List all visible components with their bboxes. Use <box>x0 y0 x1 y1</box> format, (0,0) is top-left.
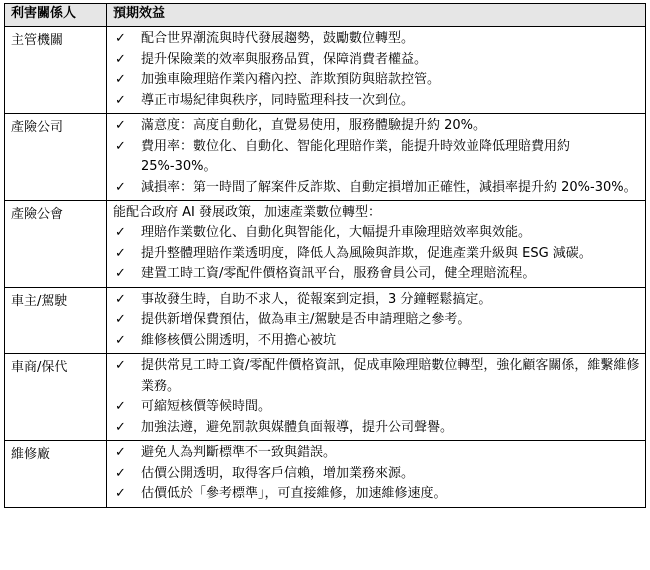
checkmark-icon: ✓ <box>115 419 126 435</box>
benefit-cell <box>107 27 646 114</box>
stakeholder-cell: 主管機關 <box>5 27 107 114</box>
benefit-text: 費用率：數位化、自動化、智能化理賠作業，能提升時效並降低理賠費用約 25%-30%。 <box>141 138 571 174</box>
benefit-cell <box>107 201 646 288</box>
checkmark-icon: ✓ <box>115 179 126 195</box>
list-item <box>113 223 641 244</box>
list-item <box>113 244 641 265</box>
header-benefit: 預期效益 <box>107 4 646 27</box>
table-row <box>5 287 646 354</box>
list-item <box>113 331 641 352</box>
table-row <box>5 27 646 114</box>
benefit-cell <box>107 114 646 201</box>
benefit-list <box>113 223 641 285</box>
benefit-text: 估價公開透明，取得客戶信賴，增加業務來源。 <box>141 465 415 481</box>
stakeholder-cell: 維修廠 <box>5 441 107 508</box>
checkmark-icon: ✓ <box>115 138 126 154</box>
benefit-text: 減損率：第一時間了解案件反詐欺、自動定損增加正確性，減損率提升約 20%-30%。 <box>141 179 637 195</box>
table-row <box>5 441 646 508</box>
list-item <box>113 397 641 418</box>
checkmark-icon: ✓ <box>115 72 126 87</box>
benefit-text: 維修核價公開透明，不用擔心被坑 <box>141 332 337 348</box>
checkmark-icon: ✓ <box>115 486 126 501</box>
checkmark-icon: ✓ <box>115 51 126 67</box>
checkmark-icon: ✓ <box>115 92 126 108</box>
benefit-list <box>113 29 641 111</box>
list-item <box>113 443 641 464</box>
checkmark-icon: ✓ <box>115 465 126 481</box>
benefit-text: 避免人為判斷標準不一致與錯誤。 <box>141 445 337 460</box>
table-body <box>5 27 646 508</box>
checkmark-icon: ✓ <box>115 225 126 240</box>
checkmark-icon: ✓ <box>115 266 126 281</box>
benefit-text: 配合世界潮流與時代發展趨勢，鼓勵數位轉型。 <box>141 31 415 46</box>
table-header-row <box>5 4 646 27</box>
table-row <box>5 114 646 201</box>
benefit-text: 滿意度：高度自動化，直覺易使用，服務體驗提升約 20%。 <box>141 118 487 133</box>
stakeholder-cell: 車主/駕駛 <box>5 287 107 354</box>
benefit-text: 事故發生時，自助不求人，從報案到定損，3 分鐘輕鬆搞定。 <box>141 291 492 307</box>
checkmark-icon: ✓ <box>115 332 126 348</box>
benefit-text: 提升保險業的效率與服務品質，保障消費者權益。 <box>141 51 428 67</box>
benefit-list <box>113 290 641 352</box>
list-item <box>113 484 641 505</box>
benefit-cell <box>107 287 646 354</box>
benefit-text: 加強法遵，避免罰款與媒體負面報導，提升公司聲譽。 <box>141 419 454 435</box>
stakeholder-cell: 車商/保代 <box>5 354 107 441</box>
benefit-text: 加強車險理賠作業內稽內控、詐欺預防與賠款控管。 <box>141 72 441 87</box>
checkmark-icon: ✓ <box>115 31 126 46</box>
list-item <box>113 50 641 71</box>
list-item <box>113 178 641 199</box>
benefit-cell <box>107 354 646 441</box>
list-item <box>113 418 641 439</box>
list-item <box>113 137 641 178</box>
list-item <box>113 91 641 112</box>
checkmark-icon: ✓ <box>115 291 126 307</box>
benefit-list <box>113 443 641 505</box>
checkmark-icon: ✓ <box>115 358 126 373</box>
benefit-text: 提升整體理賠作業透明度，降低人為風險與詐欺，促進產業升級與 ESG 減碳。 <box>141 245 592 261</box>
checkmark-icon: ✓ <box>115 118 126 133</box>
list-item <box>113 70 641 91</box>
header-stakeholder: 利害關係人 <box>5 4 107 27</box>
table-row <box>5 354 646 441</box>
benefit-text: 理賠作業數位化、自動化與智能化，大幅提升車險理賠效率與效能。 <box>141 225 532 240</box>
benefit-text: 估價低於「參考標準」，可直接維修，加速維修速度。 <box>141 486 447 501</box>
list-item <box>113 310 641 331</box>
benefit-list <box>113 116 641 198</box>
checkmark-icon: ✓ <box>115 312 126 327</box>
benefit-text: 建置工時工資/零配件價格資訊平台，服務會員公司，健全理賠流程。 <box>141 266 536 281</box>
list-item <box>113 290 641 311</box>
list-item <box>113 264 641 285</box>
list-item <box>113 464 641 485</box>
stakeholder-cell: 產險公會 <box>5 201 107 288</box>
benefit-intro: 能配合政府 AI 發展政策，加速產業數位轉型： <box>113 205 381 220</box>
benefits-table <box>4 3 646 508</box>
list-item <box>113 29 641 50</box>
benefit-cell <box>107 441 646 508</box>
list-item <box>113 356 641 397</box>
benefit-text: 提供常見工時工資/零配件價格資訊，促成車險理賠數位轉型，強化顧客關係，維繫維修業務。 <box>141 358 640 394</box>
benefit-text: 導正市場紀律與秩序，同時監理科技一次到位。 <box>141 92 415 108</box>
checkmark-icon: ✓ <box>115 445 126 460</box>
table-row <box>5 201 646 288</box>
checkmark-icon: ✓ <box>115 399 126 414</box>
benefit-list <box>113 356 641 438</box>
benefit-text: 可縮短核價等候時間。 <box>141 399 272 414</box>
list-item <box>113 116 641 137</box>
stakeholder-cell: 產險公司 <box>5 114 107 201</box>
benefit-text: 提供新增保費預估，做為車主/駕駛是否申請理賠之參考。 <box>141 312 471 327</box>
checkmark-icon: ✓ <box>115 245 126 261</box>
